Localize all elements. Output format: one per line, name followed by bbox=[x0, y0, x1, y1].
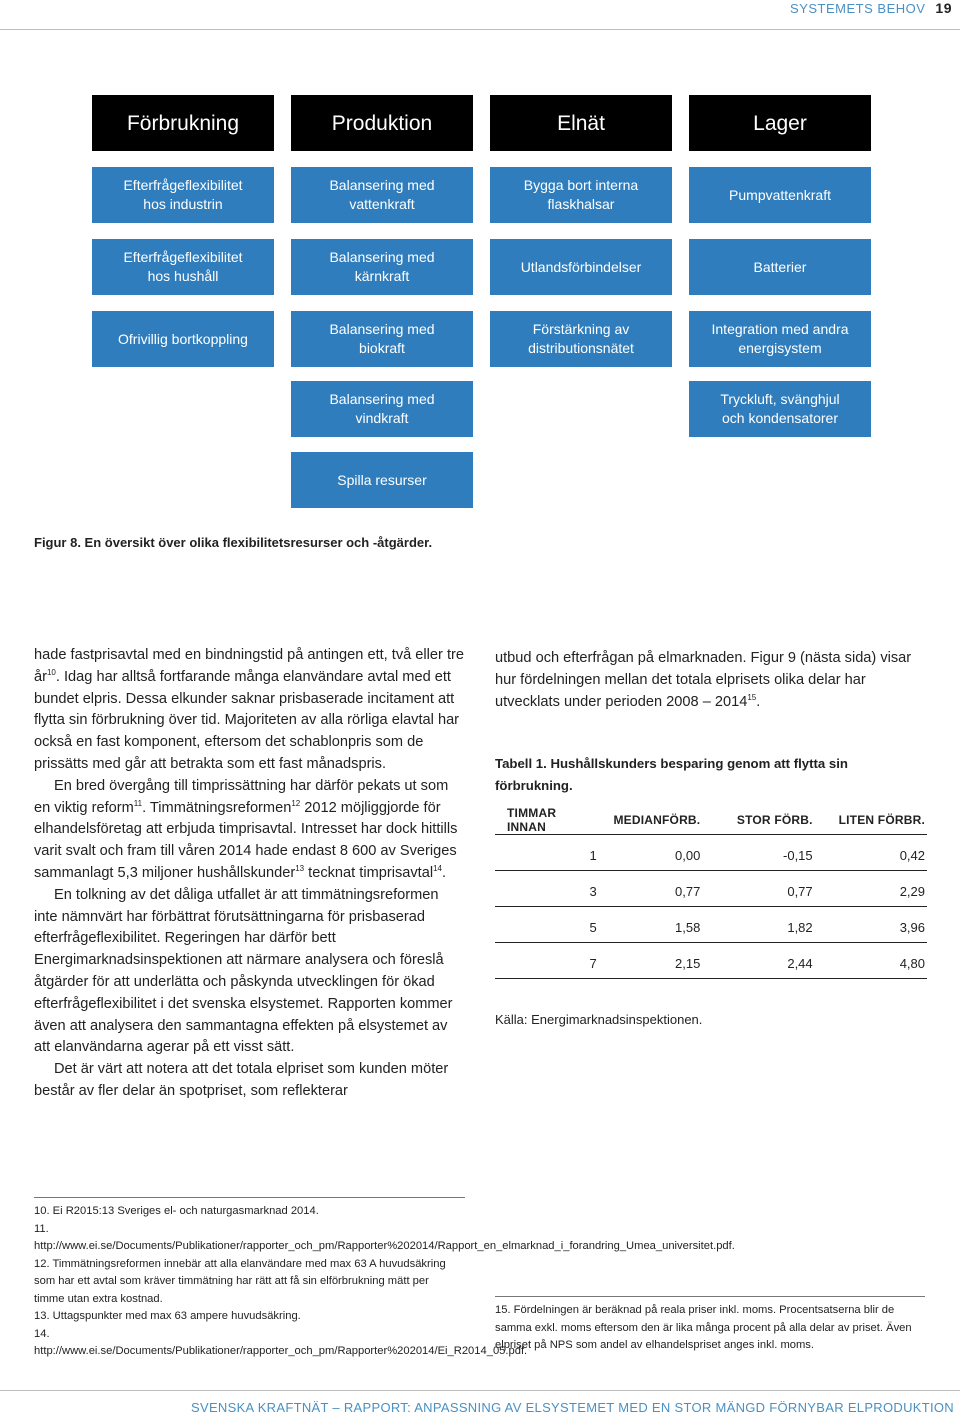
paragraph: hade fastprisavtal med en bindningstid på antingen ett, två eller tre $år^{10}$. Idag har alltså fortfarande många elanvändare avtal med ett bundet elpris. Dessa elkunder saknar prisbaserade incitament att flytta sin förbrukning över tid. Majoriteten av alla rörliga elavtal har också en fast komponent, eftersom det schablonpris som de prissätts med går att betrakta som ett fast månadspris. bbox=[34, 647, 464, 772]
table-cell: 0,42 bbox=[815, 835, 927, 871]
table-cell: 3 bbox=[495, 871, 599, 907]
table-cell: 2,44 bbox=[702, 943, 814, 979]
diagram-box: Spilla resurser bbox=[291, 452, 473, 508]
column-header-lager: Lager bbox=[689, 95, 871, 151]
diagram-box: Bygga bort interna flaskhalsar bbox=[490, 167, 672, 223]
table-cell: 2,15 bbox=[599, 943, 703, 979]
table-cell: 0,00 bbox=[599, 835, 703, 871]
table-header-row bbox=[495, 806, 927, 835]
diagram-box: Efterfrågeflexibilitet hos hushåll bbox=[92, 239, 274, 295]
footnotes-right bbox=[495, 1302, 923, 1355]
footnote: 12. Timmätningsreformen innebär att alla elanvändare med max 63 A huvudsäkring som har ett avtal som kräver timmätning har rätt att få sin elförbrukning mätt per timme utan extra kostnad. bbox=[34, 1257, 446, 1305]
footnote: 11. http://www.ei.se/Documents/Publikationer/rapporter_och_pm/Rapporter%202014/Rapport_en_elmarknad_i_forandring_Umea_universitet.pdf. bbox=[34, 1222, 735, 1252]
table-row bbox=[495, 871, 927, 907]
table-cell: 1,82 bbox=[702, 907, 814, 943]
running-footer: SVENSKA KRAFTNÄT – RAPPORT: ANPASSNING AV ELSYSTEMET MED EN STOR MÄNGD FÖRNYBAR ELPRODUKTION bbox=[191, 1400, 954, 1415]
table-cell: 1,58 bbox=[599, 907, 703, 943]
footer-rule bbox=[0, 1390, 960, 1391]
table-cell: 4,80 bbox=[815, 943, 927, 979]
table-cell: 5 bbox=[495, 907, 599, 943]
diagram-box: Integration med andra energisystem bbox=[689, 311, 871, 367]
footnote: 15. Fördelningen är beräknad på reala priser inkl. moms. Procentsatserna blir de samma exkl. moms eftersom den är lika många procent på alla delar av priset. Även elpriset på NPS som andel av elhandelspriset anges inkl. moms. bbox=[495, 1304, 912, 1351]
column-header: MEDIANFÖRB. bbox=[599, 806, 703, 835]
figure-caption: Figur 8. En översikt över olika flexibilitetsresurser och -åtgärder. bbox=[34, 535, 433, 550]
footnote-ref: 15 bbox=[747, 692, 757, 702]
table-cell: 1 bbox=[495, 835, 599, 871]
footnote: 13. Uttagspunkter med max 63 ampere huvudsäkring. bbox=[34, 1310, 301, 1322]
table-cell: 0,77 bbox=[702, 871, 814, 907]
table-cell: -0,15 bbox=[702, 835, 814, 871]
paragraph: Det är värt att notera att det totala elpriset som kunden möter består av fler delar än spotpriset, som reflekterar bbox=[34, 1061, 449, 1099]
table-source: Källa: Energimarknadsinspektionen. bbox=[495, 1012, 703, 1027]
paragraph: En bred övergång till timprissättning har därför pekats ut som en viktig reform$^{11}$. Timmätningsreformen$^{12}$ 2012 möjliggjorde för elhandelsföretag att erbjuda timprisavtal. Intresset har dock hittills varit svalt och fram till våren 2014 hade endast 8 600 av Sveriges sammanlagt 5,3 miljoner hushållskunder$^{13}$ tecknat timprisavtal$^{14}$. bbox=[34, 777, 458, 881]
paragraph: utbud och efterfrågan på elmarknaden. Figur 9 (nästa sida) visar hur fördelningen mellan det totala elprisets olika delar har utvecklats under perioden 2008 – 2014$^{15}$. bbox=[495, 650, 912, 710]
footnote-ref: 13 bbox=[295, 864, 305, 874]
table-row bbox=[495, 835, 927, 871]
column-header-produktion: Produktion bbox=[291, 95, 473, 151]
column-header: STOR FÖRB. bbox=[702, 806, 814, 835]
flexibility-diagram bbox=[0, 0, 960, 520]
table-cell: 7 bbox=[495, 943, 599, 979]
table-row bbox=[495, 943, 927, 979]
diagram-box: Balansering med vattenkraft bbox=[291, 167, 473, 223]
diagram-box: Balansering med kärnkraft bbox=[291, 239, 473, 295]
footnote: 14. http://www.ei.se/Documents/Publikationer/rapporter_och_pm/Rapporter%202014/Ei_R2014_05.pdf. bbox=[34, 1327, 528, 1357]
body-column-left bbox=[34, 645, 466, 1103]
column-header-forbrukning: Förbrukning bbox=[92, 95, 274, 151]
body-column-right bbox=[495, 648, 925, 713]
footnote-ref: 14 bbox=[433, 864, 442, 874]
diagram-box: Förstärkning av distributionsnätet bbox=[490, 311, 672, 367]
footnote-ref: 10 bbox=[46, 667, 56, 677]
diagram-box: Pumpvattenkraft bbox=[689, 167, 871, 223]
diagram-box: Tryckluft, svänghjul och kondensatorer bbox=[689, 381, 871, 437]
footnote-rule bbox=[495, 1296, 925, 1297]
diagram-box: Balansering med biokraft bbox=[291, 311, 473, 367]
paragraph: En tolkning av det dåliga utfallet är att timmätningsreformen inte nämnvärt har förbättrat förutsättningarna för prisbaserad efterfrågeflexibilitet. Regeringen har därför bett Energimarknadsinspektionen att närmare analysera och föreslå åtgärder för att underlätta och påskynda utvecklingen för ökad efterfrågeflexibilitet i det svenska elsystemet. Rapporten kommer även att analysera den sammantagna effekten på elsystemet av att elanvändarna agerar på ett visst sätt. bbox=[34, 886, 453, 1056]
footnote-ref: 12 bbox=[291, 798, 301, 808]
table-cell: 0,77 bbox=[599, 871, 703, 907]
page-number: 19 bbox=[935, 0, 952, 16]
diagram-box: Balansering med vindkraft bbox=[291, 381, 473, 437]
section-title: SYSTEMETS BEHOV bbox=[790, 1, 926, 16]
table-caption: Tabell 1. Hushållskunders besparing genom att flytta sin förbrukning. bbox=[495, 756, 848, 793]
table-cell: 3,96 bbox=[815, 907, 927, 943]
diagram-box: Batterier bbox=[689, 239, 871, 295]
diagram-box: Efterfrågeflexibilitet hos industrin bbox=[92, 167, 274, 223]
footnote-rule bbox=[34, 1197, 465, 1198]
column-header: TIMMAR INNAN bbox=[495, 806, 599, 835]
column-header: LITEN FÖRBR. bbox=[815, 806, 927, 835]
diagram-box: Ofrivillig bortkoppling bbox=[92, 311, 274, 367]
table-row bbox=[495, 907, 927, 943]
table-cell: 2,29 bbox=[815, 871, 927, 907]
savings-table bbox=[495, 806, 927, 979]
diagram-box: Utlandsförbindelser bbox=[490, 239, 672, 295]
footnote: 10. Ei R2015:13 Sveriges el- och naturgasmarknad 2014. bbox=[34, 1205, 319, 1217]
footnote-ref: 11 bbox=[133, 798, 143, 808]
column-header-elnat: Elnät bbox=[490, 95, 672, 151]
